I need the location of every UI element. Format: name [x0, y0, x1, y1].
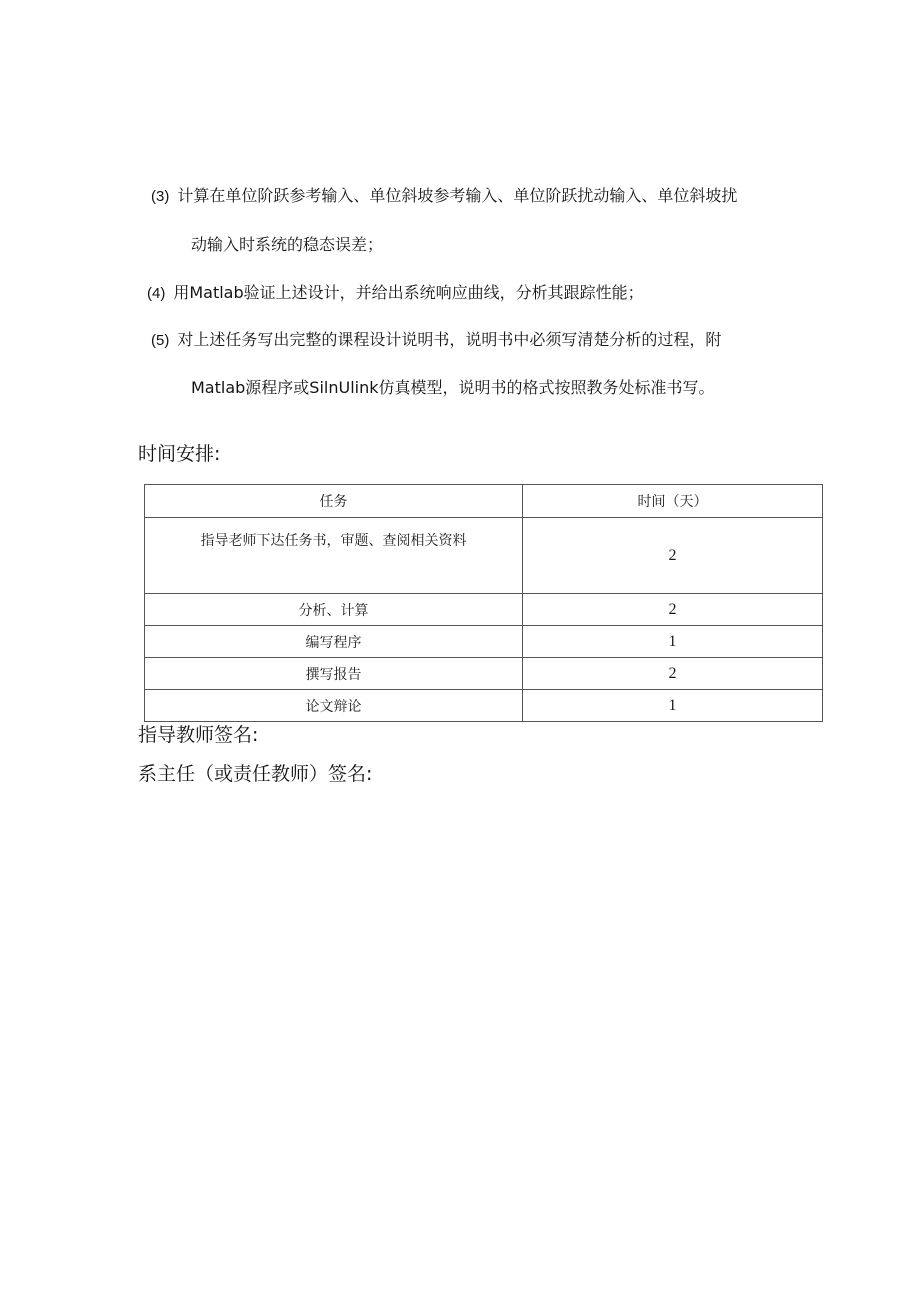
- requirement-5-text: 对上述任务写出完整的课程设计说明书，说明书中必须写清楚分析的过程，附: [177, 330, 722, 349]
- task-cell: 撰写报告: [145, 658, 523, 690]
- requirement-5-continuation: Matlab源程序或SilnUlink仿真模型，说明书的格式按照教务处标准书写。: [191, 378, 715, 397]
- task-cell: 分析、计算: [145, 594, 523, 626]
- table-row: [145, 626, 823, 658]
- table-row: [145, 658, 823, 690]
- column-header-task: 任务: [145, 485, 523, 518]
- days-cell: 1: [523, 690, 823, 722]
- advisor-signature-label: 指导教师签名:: [138, 724, 259, 746]
- table-header-row: [145, 485, 823, 518]
- requirement-3-number: (3): [151, 188, 170, 205]
- requirement-3: [151, 186, 737, 207]
- requirement-5: [151, 330, 721, 351]
- task-cell: 论文辩论: [145, 690, 523, 722]
- schedule-title: 时间安排:: [138, 443, 221, 465]
- requirement-3-text: 计算在单位阶跃参考输入、单位斜坡参考输入、单位阶跃扰动输入、单位斜坡扰: [177, 186, 738, 205]
- table-row: [145, 518, 823, 594]
- schedule-table: [144, 484, 823, 722]
- days-cell: 2: [523, 658, 823, 690]
- requirement-4-number: (4): [147, 285, 166, 302]
- task-cell: 指导老师下达任务书，审题、查阅相关资料: [145, 518, 523, 594]
- days-cell: 1: [523, 626, 823, 658]
- department-head-signature-label: 系主任（或责任教师）签名:: [138, 763, 373, 785]
- task-cell: 编写程序: [145, 626, 523, 658]
- days-cell: 2: [523, 594, 823, 626]
- requirement-3-continuation: 动输入时系统的稳态误差；: [191, 235, 384, 254]
- days-cell: 2: [523, 518, 823, 594]
- table-row: [145, 690, 823, 722]
- requirement-4-text: 用Matlab验证上述设计，并给出系统响应曲线，分析其跟踪性能；: [173, 283, 644, 302]
- requirement-5-number: (5): [151, 332, 170, 349]
- requirement-4: [147, 283, 644, 304]
- table-row: [145, 594, 823, 626]
- column-header-days: 时间（天）: [523, 485, 823, 518]
